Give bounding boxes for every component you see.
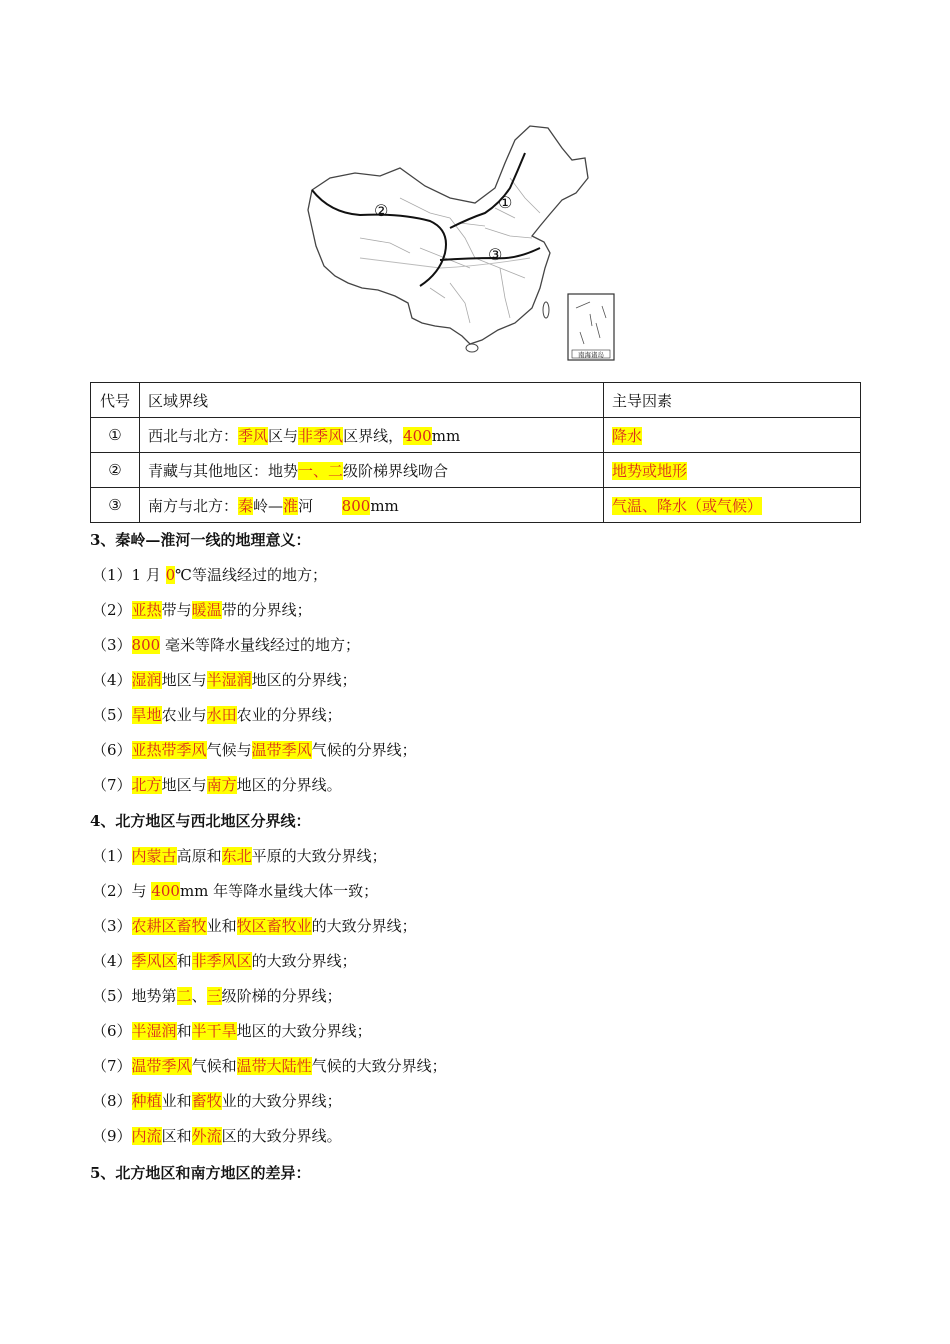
highlighted-text: 季风区: [131, 952, 177, 970]
text-run: 业和: [161, 1092, 192, 1110]
text-run: （7）: [92, 776, 132, 794]
text-run: 地区与: [161, 776, 207, 794]
highlighted-text: 牧区畜牧业: [236, 917, 312, 935]
text-run: 毫米等降水量线经过的地方；: [160, 636, 360, 654]
highlighted-text: 东北: [221, 847, 252, 865]
text-run: mm 年等降水量线大体一致；: [179, 882, 379, 900]
text-run: 的大致分界线；: [251, 952, 357, 970]
text-run: （5）地势第: [92, 987, 177, 1005]
list-item: [92, 1055, 447, 1076]
highlighted-text: 非季风区: [191, 952, 252, 970]
row-code: ②: [91, 453, 140, 488]
list-item: [92, 774, 342, 795]
text-run: 农业与: [161, 706, 207, 724]
section-5-heading: 5、北方地区和南方地区的差异：: [90, 1164, 311, 1182]
text-run: （8）: [92, 1092, 132, 1110]
table-row: [91, 453, 861, 488]
factor-highlight: 气温、降水（或气候）: [612, 496, 763, 515]
text-run: 带的分界线；: [221, 601, 312, 619]
highlighted-text: 南方: [206, 776, 237, 794]
highlighted-text: 温带季风: [251, 741, 312, 759]
highlighted-text: 二: [176, 987, 192, 1005]
text-run: 地区的分界线。: [236, 776, 342, 794]
row-boundary: [140, 418, 604, 453]
taiwan-island: [543, 302, 549, 318]
inset-label: 南海诸岛: [578, 351, 604, 359]
highlighted-text: 种植: [131, 1092, 162, 1110]
highlighted-text: 季风: [238, 426, 269, 445]
text-run: 岭—: [253, 496, 284, 515]
boundary-table: [90, 382, 861, 523]
factor-highlight: 地势或地形: [612, 461, 688, 480]
china-outline: [308, 126, 588, 344]
text-run: 气候的分界线；: [311, 741, 417, 759]
text-run: 气候与: [206, 741, 252, 759]
text-run: （4）: [92, 952, 132, 970]
text-run: 青藏与其他地区：地势: [148, 461, 299, 480]
text-run: （4）: [92, 671, 132, 689]
highlighted-text: 0: [165, 566, 176, 584]
marker-3: ③: [488, 245, 503, 264]
list-item: [92, 1125, 342, 1146]
text-run: （6）: [92, 741, 132, 759]
row-code: ③: [91, 488, 140, 523]
highlighted-text: 北方: [131, 776, 162, 794]
table-header-row: [91, 383, 861, 418]
highlighted-text: 内蒙古: [131, 847, 177, 865]
text-run: 河: [298, 496, 342, 515]
list-item: [92, 950, 357, 971]
text-run: 地区与: [161, 671, 207, 689]
highlighted-text: 暖温: [191, 601, 222, 619]
text-run: 地区的大致分界线；: [236, 1022, 372, 1040]
text-run: 带与: [161, 601, 192, 619]
text-run: 区与: [268, 426, 299, 445]
china-map-figure: [300, 118, 630, 368]
text-run: 和: [176, 952, 192, 970]
row-factor: [604, 453, 861, 488]
text-run: 高原和: [176, 847, 222, 865]
text-run: 级阶梯的分界线；: [221, 987, 342, 1005]
highlighted-text: 外流: [191, 1127, 222, 1145]
header-factor: 主导因素: [604, 383, 861, 418]
highlighted-text: 半干旱: [191, 1022, 237, 1040]
section-4-heading: 4、北方地区与西北地区分界线：: [90, 812, 311, 830]
text-run: 地区的分界线；: [251, 671, 357, 689]
list-item: [92, 564, 327, 585]
text-run: mm: [370, 496, 399, 515]
row-boundary: [140, 488, 604, 523]
row-boundary: [140, 453, 604, 488]
highlighted-text: 畜牧: [191, 1092, 222, 1110]
row-factor: [604, 418, 861, 453]
highlighted-text: 温带大陆性: [236, 1057, 312, 1075]
list-item: [92, 634, 360, 655]
highlighted-text: 秦: [238, 496, 254, 515]
text-run: （1）: [92, 847, 132, 865]
text-run: （1）1 月: [92, 566, 166, 584]
highlighted-text: 800: [341, 496, 371, 515]
highlighted-text: 淮: [283, 496, 299, 515]
text-run: （9）: [92, 1127, 132, 1145]
text-run: 农业的分界线；: [236, 706, 342, 724]
marker-2: ②: [374, 201, 389, 220]
highlighted-text: 内流: [131, 1127, 162, 1145]
province-lines: [360, 178, 540, 323]
list-item: [92, 845, 387, 866]
highlighted-text: 半湿润: [131, 1022, 177, 1040]
highlighted-text: 水田: [206, 706, 237, 724]
row-code: ①: [91, 418, 140, 453]
list-item: [92, 704, 342, 725]
list-item: [92, 985, 342, 1006]
highlighted-text: 400: [403, 426, 432, 445]
highlighted-text: 湿润: [131, 671, 162, 689]
row-factor: [604, 488, 861, 523]
list-item: [92, 880, 378, 901]
list-item: [92, 1090, 342, 1111]
text-run: 气候和: [191, 1057, 237, 1075]
list-item: [92, 599, 312, 620]
text-run: （3）: [92, 636, 132, 654]
list-item: [92, 669, 357, 690]
list-item: [92, 1020, 372, 1041]
section-3-heading: 3、秦岭—淮河一线的地理意义：: [90, 531, 311, 549]
highlighted-text: 800: [131, 636, 161, 654]
boundary-line-1: [450, 153, 525, 228]
factor-highlight: 降水: [612, 426, 643, 445]
text-run: 气候的大致分界线；: [311, 1057, 447, 1075]
text-run: mm: [431, 426, 461, 445]
list-item: [92, 739, 417, 760]
highlighted-text: 400: [151, 882, 180, 900]
text-run: 区和: [161, 1127, 192, 1145]
text-run: ℃等温线经过的地方；: [175, 566, 327, 584]
text-run: 西北与北方：: [148, 426, 239, 445]
text-run: （5）: [92, 706, 132, 724]
header-boundary: 区域界线: [140, 383, 604, 418]
text-run: 和: [176, 1022, 192, 1040]
highlighted-text: 亚热: [131, 601, 162, 619]
text-run: 区界线，: [343, 426, 404, 445]
highlighted-text: 亚热带季风: [131, 741, 207, 759]
text-run: （3）: [92, 917, 132, 935]
text-run: 业的大致分界线；: [221, 1092, 342, 1110]
header-code: 代号: [91, 383, 140, 418]
text-run: （2）与: [92, 882, 152, 900]
highlighted-text: 农耕区畜牧: [131, 917, 207, 935]
highlighted-text: 一、二: [298, 461, 344, 480]
highlighted-text: 旱地: [131, 706, 162, 724]
text-run: 区的大致分界线。: [221, 1127, 342, 1145]
highlighted-text: 非季风: [298, 426, 344, 445]
highlighted-text: 三: [206, 987, 222, 1005]
text-run: 、: [191, 987, 207, 1005]
table-row: [91, 418, 861, 453]
text-run: 级阶梯界线吻合: [343, 461, 449, 480]
text-run: 南方与北方：: [148, 496, 239, 515]
marker-1: ①: [498, 193, 513, 212]
text-run: （7）: [92, 1057, 132, 1075]
table-row: [91, 488, 861, 523]
highlighted-text: 半湿润: [206, 671, 252, 689]
text-run: 的大致分界线；: [311, 917, 417, 935]
list-item: [92, 915, 417, 936]
text-run: 平原的大致分界线；: [251, 847, 387, 865]
text-run: （6）: [92, 1022, 132, 1040]
text-run: （2）: [92, 601, 132, 619]
text-run: 业和: [206, 917, 237, 935]
highlighted-text: 温带季风: [131, 1057, 192, 1075]
hainan-island: [466, 344, 478, 352]
